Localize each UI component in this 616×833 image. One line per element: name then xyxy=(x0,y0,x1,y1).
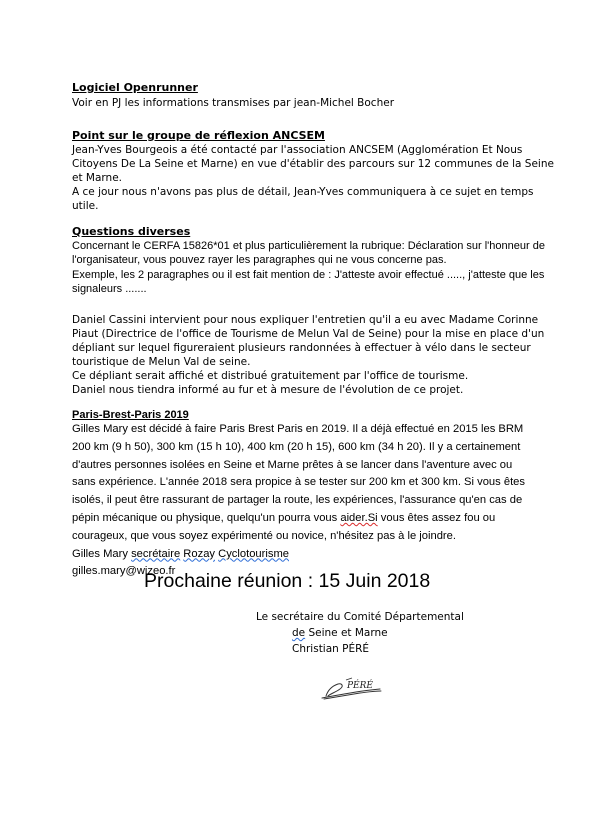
paragraph-line: Daniel Cassini intervient pour nous expliquer l'entretien qu'il a eu avec Madame Corinne xyxy=(72,314,539,326)
paragraph-line: Concernant le CERFA 15826*01 et plus particulièrement la rubrique: Déclaration sur l'honneur de xyxy=(72,240,545,252)
next-meeting: Prochaine réunion : 15 Juin 2018 xyxy=(144,570,431,592)
paragraph-line: Ce dépliant serait affiché et distribué gratuitement par l'office de tourisme. xyxy=(72,370,469,382)
section-pbp xyxy=(72,408,552,581)
section-title: Logiciel Openrunner xyxy=(72,81,198,94)
spellcheck-flag: Cyclotourisme xyxy=(218,547,289,560)
paragraph-line: sans expérience. L'année 2018 sera propice à se tester sur 200 km et 300 km. Si vous êtes xyxy=(72,476,526,489)
paragraph-line: dépliant sur lequel figureraient plusieurs randonnées à effectuer à vélo dans le secteur xyxy=(72,342,531,354)
paragraph-line: touristique de Melun Val de seine. xyxy=(72,356,251,368)
section-title: Questions diverses xyxy=(72,225,191,238)
spellcheck-flag: aider.Si xyxy=(340,511,378,524)
text-run: pépin mécanique ou physique, quelqu'un pourra vous xyxy=(72,511,341,524)
section-openrunner xyxy=(72,81,552,110)
paragraph-line: isolés, il peut être rassurant de partager la route, les expériences, l'assurance qu'en cas de xyxy=(72,494,523,507)
section-title: Point sur le groupe de réflexion ANCSEM xyxy=(72,129,325,142)
paragraph-line: Gilles Mary est décidé à faire Paris Brest Paris en 2019. Il a déjà effectué en 2015 les BRM xyxy=(72,423,524,435)
paragraph-line: courageux, que vous soyez expérimenté ou novice, n'hésitez pas à le joindre. xyxy=(72,529,456,542)
section-body xyxy=(72,143,552,213)
paragraph-line xyxy=(72,510,552,528)
signature-block xyxy=(256,609,464,657)
text-run: de xyxy=(292,627,306,639)
paragraph-line: l'organisateur, vous pouvez rayer les paragraphes qui ne vous concerne pas. xyxy=(72,254,447,267)
paragraph-line: et Marne. xyxy=(72,172,122,184)
signatory-name: Christian PÉRÉ xyxy=(292,643,370,655)
section-body xyxy=(72,421,552,581)
text-run: Seine et Marne xyxy=(305,627,388,639)
paragraph-line: utile. xyxy=(72,200,99,212)
paragraph-line: Citoyens De La Seine et Marne) en vue d'établir des parcours sur 12 communes de la Seine xyxy=(72,158,554,170)
paragraph-line: Exemple, les 2 paragraphes ou il est fait mention de : J'atteste avoir effectué ....., j'atteste que les xyxy=(72,268,545,281)
cassini-paragraph xyxy=(72,313,552,397)
paragraph-line: A ce jour nous n'avons pas plus de détail, Jean-Yves communiquera à ce sujet en temps xyxy=(72,186,534,198)
email-text: gilles.mary@wizeo.fr xyxy=(72,565,176,578)
paragraph-line: signaleurs ....... xyxy=(72,282,147,295)
signature-lettering: PÉRÉ xyxy=(347,681,373,691)
paragraph-line xyxy=(72,546,552,564)
section-questions xyxy=(72,225,552,296)
paragraph-line: Jean-Yves Bourgeois a été contacté par l'association ANCSEM (Agglomération Et Nous xyxy=(72,144,523,156)
section-ancsem xyxy=(72,129,552,213)
paragraph-line: Piaut (Directrice de l'office de Tourisme de Melun Val de Seine) pour la mise en place d'un xyxy=(72,328,545,340)
section-title: Paris-Brest-Paris 2019 xyxy=(72,409,189,421)
text-run: Gilles Mary xyxy=(72,547,132,560)
cerfa-paragraph xyxy=(72,239,552,296)
paragraph-line: 200 km (9 h 50), 300 km (15 h 10), 400 km (20 h 15), 600 km (34 h 20). Il y a certainement xyxy=(72,440,521,453)
signatory-department xyxy=(256,625,464,641)
spellcheck-flag: secrétaire xyxy=(131,547,181,560)
section-body xyxy=(72,96,552,110)
paragraph-line: Daniel nous tiendra informé au fur et à mesure de l'évolution de ce projet. xyxy=(72,384,464,396)
handwritten-signature xyxy=(318,672,384,704)
paragraph-line: d'autres personnes isolées en Seine et Marne prêtes à se lancer dans l'aventure avec ou xyxy=(72,458,513,471)
spellcheck-flag: Rozay xyxy=(183,547,216,560)
paragraph-line: Voir en PJ les informations transmises par jean-Michel Bocher xyxy=(72,97,395,109)
signatory-title: Le secrétaire du Comité Départemental xyxy=(256,611,464,623)
text-run: vous êtes assez fou ou xyxy=(377,511,496,524)
